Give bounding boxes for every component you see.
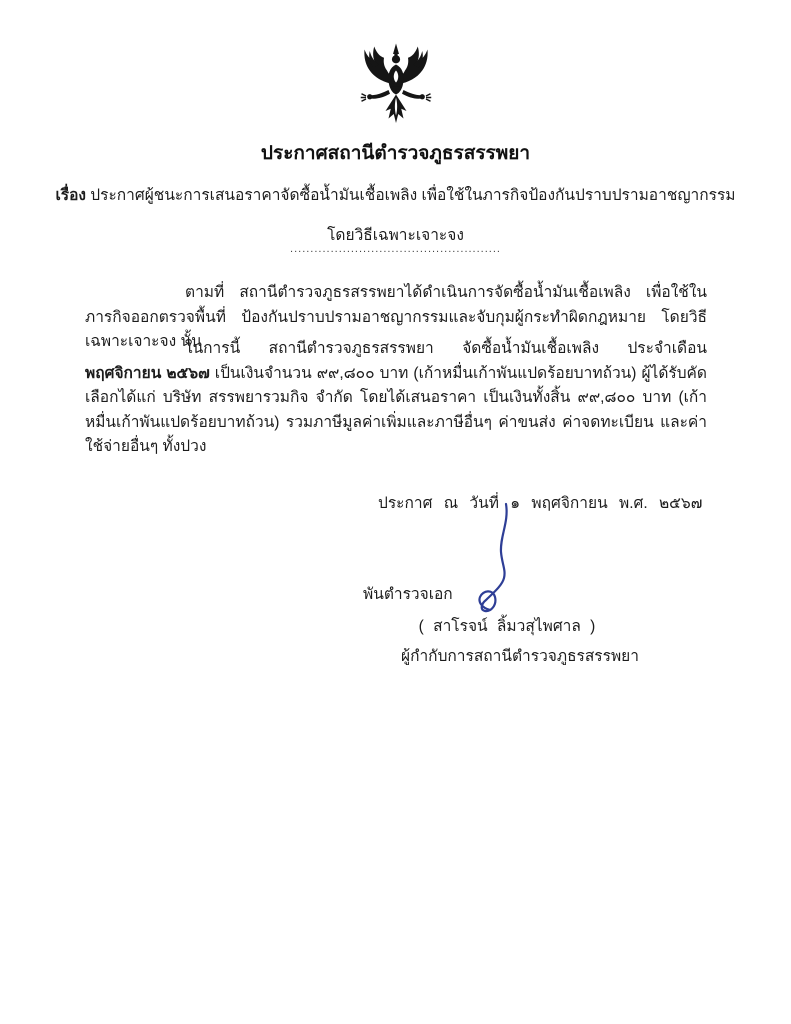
paragraph2-text-after: เป็นเงินจำนวน ๙๙,๘๐๐ บาท (เก้าหมื่นเก้าพันแปดร้อยบาทถ้วน) ผู้ได้รับคัดเลือกได้แก่ บริษัท สรรพยารวมกิจ จำกัด โดยได้เสนอราคา เป็นเงินทั้งสิ้น ๙๙,๘๐๐ บาท (เก้าหมื่นเก้าพันแปดร้อยบาทถ้วน) รวมภาษีมูลค่าเพิ่มและภาษีอื่นๆ ค่าขนส่ง ค่าจดทะเบียน และค่าใช้จ่ายอื่นๆ ทั้งปวง [85, 364, 707, 455]
garuda-emblem-icon [351, 40, 441, 134]
paragraph2-text-before: ในการนี้ สถานีตำรวจภูธรสรรพยา จัดซื้อน้ำมันเชื้อเพลิง ประจำเดือน [185, 340, 707, 357]
signer-rank: พันตำรวจเอก [363, 586, 453, 603]
body-paragraph-2 [85, 337, 707, 460]
paragraph2-bold-month: พฤศจิกายน ๒๕๖๗ [85, 364, 210, 382]
subject-text: ประกาศผู้ชนะการเสนอราคาจัดซื้อน้ำมันเชื้อเพลิง เพื่อใช้ในภารกิจป้องกันปราบปรามอาชญากรรม [86, 187, 736, 204]
method-line: โดยวิธีเฉพาะเจาะจง [327, 227, 464, 244]
issued-date-line: ประกาศ ณ วันที่ ๑ พฤศจิกายน พ.ศ. ๒๕๖๗ [378, 495, 703, 512]
body-paragraph-1: ตามที่ สถานีตำรวจภูธรสรรพยาได้ดำเนินการจัดซื้อน้ำมันเชื้อเพลิง เพื่อใช้ในภารกิจออกตรวจพื้นที่ ป้องกันปราบปรามอาชญากรรมและจับกุมผู้กระทำผิดกฎหมาย โดยวิธีเฉพาะเจาะจง นั้น [85, 284, 707, 350]
subject-label: เรื่อง [55, 187, 86, 204]
signature-ink [466, 502, 530, 618]
signer-position: ผู้กำกับการสถานีตำรวจภูธรสรรพยา [401, 648, 639, 665]
dotted-separator: .................................................... [290, 243, 501, 255]
signer-name: ( สาโรจน์ ลิ้มวสุไพศาล ) [418, 618, 596, 635]
subject-line [0, 182, 791, 207]
document-title: ประกาศสถานีตำรวจภูธรสรรพยา [260, 143, 531, 164]
